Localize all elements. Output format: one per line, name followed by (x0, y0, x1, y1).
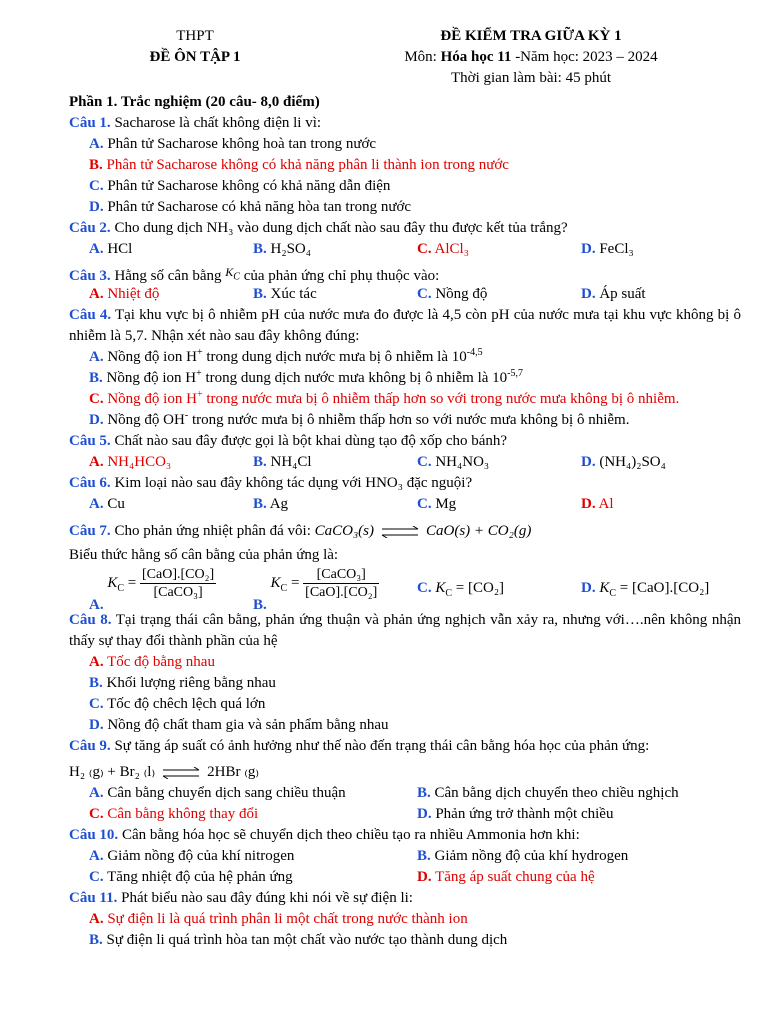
question-text: Sự tăng áp suất có ảnh hưởng như thế nào đến trạng thái cân bằng hóa học của phản ứng: (110, 738, 650, 754)
q5-options (69, 452, 741, 473)
q7-option-a: A. $K_C$ = $\frac{\text{[CaO].[CO₂]}}{\text{[CaCO₃]}}$ (89, 567, 215, 613)
q7-option-b: B. $K_C$ = $\frac{\text{[CaCO₃]}}{\text{[CaO].[CO₂]}}$ (253, 567, 378, 613)
q9-option-a: A. Cân bằng chuyển dịch sang chiều thuận (89, 785, 346, 801)
question-number: Câu 7. (69, 523, 111, 539)
q2-option-d: D. FeCl₃ (581, 241, 634, 257)
q6-option-d: D. Al (581, 496, 614, 512)
q6-option-b: B. Ag (253, 496, 289, 512)
question-text: Kim loại nào sau đây không tác dụng với HNO₃ đặc nguội? (110, 475, 473, 491)
q6-option-a: A. Cu (89, 496, 125, 512)
q10-option-c: C. Tăng nhiệt độ của hệ phản ứng (89, 869, 293, 885)
q8-option-b: B. Khối lượng riêng bằng nhau (89, 675, 276, 691)
q8-option-c: C. Tốc độ chêch lệch quá lớn (89, 696, 266, 712)
q10-option-a: A. Giảm nồng độ của khí nitrogen (89, 848, 295, 864)
question-4 (69, 305, 741, 347)
kc-fraction: $\frac{\text{[CaCO₃]}}{\text{[CaO].[CO₂]}}$ (305, 567, 378, 600)
question-number: Câu 9. (69, 738, 111, 754)
q8-option-a: A. Tốc độ bằng nhau (89, 654, 215, 670)
q1-option-a: A. Phân tử Sacharose không hoà tan trong nước (89, 136, 377, 152)
question-8 (69, 610, 741, 652)
q7-options (69, 566, 741, 613)
q4-option-a: A. Nồng độ ion H+ trong dung dịch nước mưa bị ô nhiễm là $10^{-4,5}$ (89, 347, 483, 365)
q9-equation: H₂ ₍g₎ + Br₂ ₍l₎ 2HBr ₍g₎ (69, 764, 260, 780)
question-text: Tại trạng thái cân bằng, phản ứng thuận và phản ứng nghịch vẫn xảy ra, nhưng với….nên không nhận thấy sự thay đổi thành phần của hệ (69, 612, 741, 649)
question-6 (69, 473, 741, 494)
q6-options (69, 494, 741, 515)
q3-option-a: A. Nhiệt độ (89, 286, 160, 302)
q6-option-c: C. Mg (417, 496, 457, 512)
q3-option-b: B. Xúc tác (253, 286, 317, 302)
kc-symbol: KC (225, 265, 240, 283)
q5-option-a: A. NH₄HCO₃ (89, 454, 172, 470)
school-year: -Năm học: 2023 – 2024 (511, 49, 658, 65)
question-10 (69, 825, 741, 846)
reaction-rhs: CaO(s) + CO₂(g) (426, 523, 532, 539)
question-number: Câu 5. (69, 433, 111, 449)
question-9 (69, 736, 741, 757)
section-title: Phần 1. Trắc nghiệm (20 câu- 8,0 điểm) (69, 94, 320, 110)
question-3: Câu 3. Hằng số cân bằng $^{K_C}$ của phản ứng chỉ phụ thuộc vào: (69, 265, 440, 284)
q4-option-b: B. Nồng độ ion H+ trong dung dịch nước mưa không bị ô nhiễm là $10^{-5,7}$ (89, 368, 523, 386)
question-2 (69, 218, 741, 239)
q9-options-row1 (69, 783, 741, 804)
q10-option-b: B. Giảm nồng độ của khí hydrogen (417, 848, 629, 864)
q8-option-d: D. Nồng độ chất tham gia và sản phẩm bằng nhau (89, 717, 389, 733)
q2-options (69, 239, 741, 260)
question-1 (69, 113, 741, 134)
question-number: Câu 10. (69, 827, 119, 843)
q1-option-d: D. Phân tử Sacharose có khả năng hòa tan trong nước (89, 199, 412, 215)
duration: Thời gian làm bài: 45 phút (451, 70, 611, 86)
q5-option-b: B. NH₄Cl (253, 454, 312, 470)
q10-option-d: D. Tăng áp suất chung của hệ (417, 869, 595, 885)
question-text: Cho dung dịch NH₃ vào dung dịch chất nào sau đây thu được kết tủa trắng? (110, 220, 568, 236)
q3-option-d: D. Áp suất (581, 286, 646, 302)
q1-option-b: B. Phân tử Sacharose không có khả năng phân li thành ion trong nước (89, 157, 509, 173)
question-number: Câu 6. (69, 475, 111, 491)
q10-options-row2 (69, 867, 741, 888)
q9-options-row2 (69, 804, 741, 825)
kc-fraction: $\frac{\text{[CaO].[CO₂]}}{\text{[CaCO₃]}}$ (142, 567, 215, 600)
question-number: Câu 3. (69, 268, 111, 284)
reaction-lhs: CaCO₃(s) (314, 523, 375, 539)
question-11 (69, 888, 741, 909)
exam-content (69, 92, 741, 951)
question-7: Câu 7. Cho phản ứng nhiệt phân đá vôi: CaCO₃(s) CaO(s) + CO₂(g) (69, 523, 532, 539)
question-text: Sacharose là chất không điện li vì: (110, 115, 322, 131)
q7-option-c: C. $K_C = [CO_2]$ (417, 580, 505, 599)
q2-option-c: C. AlCl₃ (417, 241, 469, 257)
q4-option-d: D. Nồng độ OH- trong nước mưa bị ô nhiễm thấp hơn so với nước mưa không bị ô nhiễm. (89, 410, 630, 428)
q7-prompt: Biểu thức hằng số cân bằng của phản ứng là: (69, 547, 339, 563)
q3-option-c: C. Nồng độ (417, 286, 488, 302)
equilibrium-arrows-icon (161, 767, 201, 779)
q5-option-d: D. (NH₄)₂SO₄ (581, 454, 666, 470)
question-5 (69, 431, 741, 452)
question-number: Câu 2. (69, 220, 111, 236)
header-right (376, 26, 686, 89)
question-text: Phát biểu nào sau đây đúng khi nói về sự điện li: (117, 890, 413, 906)
q2-option-b: B. H₂SO₄ (253, 241, 311, 257)
q5-option-c: C. NH₄NO₃ (417, 454, 490, 470)
header-left (100, 26, 290, 68)
question-number: Câu 4. (69, 307, 112, 323)
q10-options-row1 (69, 846, 741, 867)
equilibrium-arrows-icon (380, 526, 420, 538)
subject-name: Hóa học 11 (440, 49, 512, 65)
q1-option-c: C. Phân tử Sacharose không có khả năng dẫn điện (89, 178, 391, 194)
question-number: Câu 8. (69, 612, 112, 628)
question-number: Câu 11. (69, 890, 118, 906)
q9-option-c: C. Cân bằng không thay đổi (89, 806, 259, 822)
question-text: Chất nào sau đây được gọi là bột khai dùng tạo độ xốp cho bánh? (110, 433, 508, 449)
question-text: Cân bằng hóa học sẽ chuyển dịch theo chiều tạo ra nhiều Ammonia hơn khi: (118, 827, 580, 843)
q9-option-d: D. Phản ứng trở thành một chiều (417, 806, 614, 822)
subject-line: Môn: Hóa học 11 -Năm học: 2023 – 2024 (404, 49, 658, 65)
q11-option-a: A. Sự điện li là quá trình phân li một chất trong nước thành ion (89, 911, 468, 927)
q4-option-c: C. Nồng độ ion H+ trong nước mưa bị ô nhiễm thấp hơn so với trong nước mưa không bị ô nhiễm. (89, 389, 680, 407)
q3-options (69, 284, 741, 305)
question-number: Câu 1. (69, 115, 111, 131)
q7-option-d: D. $K_C = [CaO].[CO_2]$ (581, 580, 710, 599)
exam-set-label: ĐỀ ÔN TẬP 1 (149, 49, 241, 65)
q9-option-b: B. Cân bằng dịch chuyển theo chiều nghịch (417, 785, 679, 801)
q2-option-a: A. HCl (89, 241, 133, 257)
q11-option-b: B. Sự điện li quá trình hòa tan một chất vào nước tạo thành dung dịch (89, 932, 508, 948)
school-label: THPT (176, 28, 214, 44)
exam-title: ĐỀ KIỂM TRA GIỮA KỲ 1 (440, 28, 622, 44)
question-text: Tại khu vực bị ô nhiễm pH của nước mưa đo được là 4,5 còn pH của nước mưa tại khu vực không bị ô nhiễm là 5,7. Nhận xét nào sau đây không đúng: (69, 307, 741, 344)
